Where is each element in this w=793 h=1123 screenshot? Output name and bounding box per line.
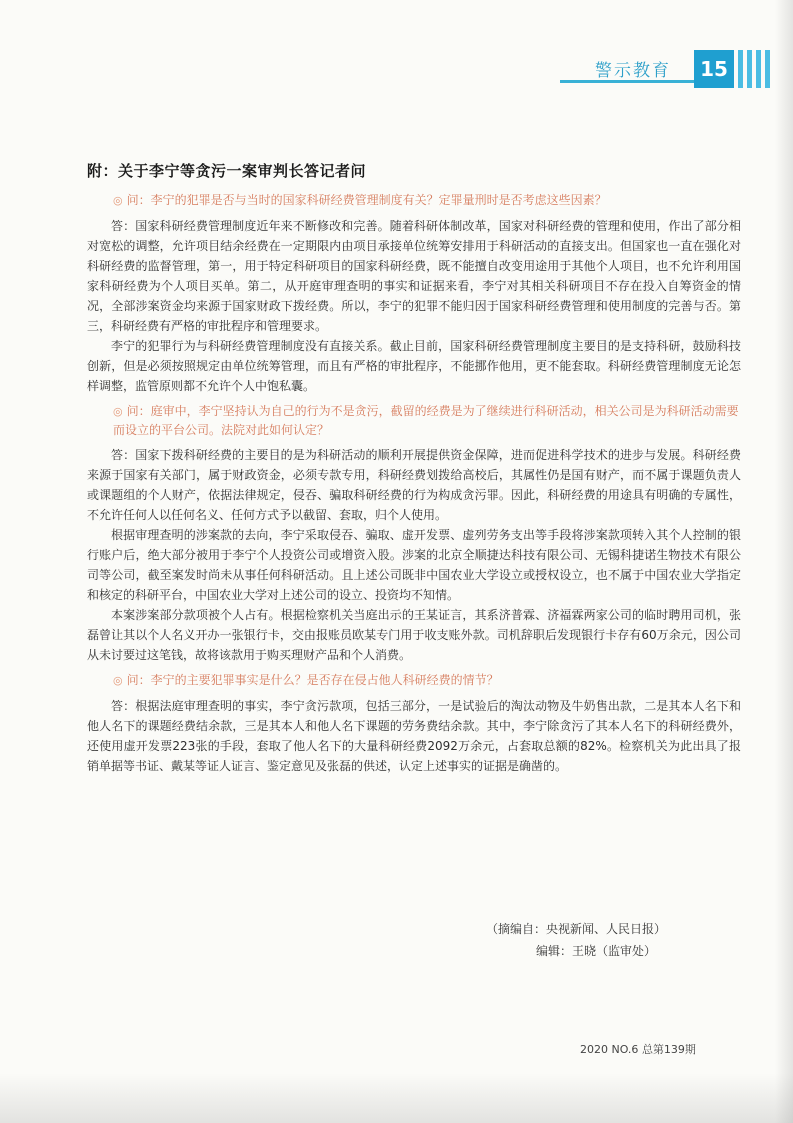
question-3: ◎ 问：李宁的主要犯罪事实是什么？是否存在侵占他人科研经费的情节？ xyxy=(113,673,499,687)
answer-paragraph: 根据审理查明的涉案款的去向，李宁采取侵吞、骗取、虚开发票、虚列劳务支出等手段将涉案款项转入其个人控制的银行账户后，绝大部分被用于李宁个人投资公司或增资入股。涉案的北京全顺捷达科技有限公司、无锡科捷诺生物技术有限公司等公司，截至案发时尚未从事任何科研活动。且上述公司既非中国农业大学设立或授权设立，也不属于中国农业大学指定和核定的科研平台，中国农业大学对上述公司的设立、投资均不知情。 xyxy=(87,528,741,602)
source-excerpt: （摘编自：央视新闻、人民日报） xyxy=(486,922,667,936)
article-body xyxy=(87,160,741,776)
header-stripes xyxy=(738,50,770,88)
question-marker-icon: ◎ xyxy=(113,405,123,418)
question-marker-icon: ◎ xyxy=(113,194,123,207)
question-2: ◎ 问：庭审中，李宁坚持认为自己的行为不是贪污，截留的经费是为了继续进行科研活动，相关公司是为科研活动需要而设立的平台公司。法院对此如何认定？ xyxy=(113,404,739,437)
section-label: 警示教育 xyxy=(595,61,671,81)
issue-number: 2020 NO.6 xyxy=(580,1043,639,1056)
source-editor: 编辑：王晓（监审处） xyxy=(536,944,657,958)
article-title: 附：关于李宁等贪污一案审判长答记者问 xyxy=(87,162,367,180)
answer-paragraph: 李宁的犯罪行为与科研经费管理制度没有直接关系。截止目前，国家科研经费管理制度主要目的是支持科研，鼓励科技创新，但是必须按照规定由单位统筹管理，而且有严格的审批程序，不能挪作他用，更不能套取。科研经费管理制度无论怎样调整，监管原则都不允许个人中饱私囊。 xyxy=(87,339,741,393)
issue-footer xyxy=(580,1041,696,1057)
page-edge-shadow xyxy=(775,0,793,1123)
answer-paragraph: 本案涉案部分款项被个人占有。根据检察机关当庭出示的王某证言，其系济普霖、济福霖两家公司的临时聘用司机，张磊曾让其以个人名义开办一张银行卡，交由报账员欧某专门用于收支账外款。司机辞职后发现银行卡存有60万余元，因公司从未讨要过这笔钱，故将该款用于购买理财产品和个人消费。 xyxy=(87,608,741,662)
answer-paragraph: 答：国家下拨科研经费的主要目的是为科研活动的顺利开展提供资金保障，进而促进科学技术的进步与发展。科研经费来源于国家有关部门，属于财政资金，必须专款专用，科研经费划拨给高校后，其属性仍是国有财产，而不属于课题负责人或课题组的个人财产，依据法律规定，侵吞、骗取科研经费的行为构成贪污罪。因此，科研经费的用途具有明确的专属性，不允许任何人以任何名义、任何方式予以截留、套取，归个人使用。 xyxy=(87,448,741,522)
question-marker-icon: ◎ xyxy=(113,674,123,687)
page-number: 15 xyxy=(694,50,734,88)
answer-paragraph: 答：国家科研经费管理制度近年来不断修改和完善。随着科研体制改革，国家对科研经费的管理和使用，作出了部分相对宽松的调整，允许项目结余经费在一定期限内由项目承接单位统筹安排用于科研活动的直接支出。但国家也一直在强化对科研经费的监督管理，第一，用于特定科研项目的国家科研经费，既不能擅自改变用途用于其他个人项目，也不允许利用国家科研经费为个人项目买单。第二，从开庭审理查明的事实和证据来看，李宁对其相关科研项目不存在投入自筹资金的情况，全部涉案资金均来源于国家财政下拨经费。所以，李宁的犯罪不能归因于国家科研经费管理和使用制度的完善与否。第三，科研经费有严格的审批程序和管理要求。 xyxy=(87,219,741,333)
question-1: ◎ 问：李宁的犯罪是否与当时的国家科研经费管理制度有关？定罪量刑时是否考虑这些因素？ xyxy=(113,193,607,207)
page-bottom-shadow xyxy=(0,1073,793,1123)
source-attribution xyxy=(486,918,726,962)
total-issue: 总第139期 xyxy=(641,1043,696,1056)
answer-paragraph: 答：根据法庭审理查明的事实，李宁贪污款项，包括三部分，一是试验后的淘汰动物及牛奶售出款，二是其本人名下和他人名下的课题经费结余款，三是其本人和他人名下课题的劳务费结余款。其中，李宁除贪污了其本人名下的科研经费外，还使用虚开发票223张的手段，套取了他人名下的大量科研经费2092万余元，占套取总额的82%。检察机关为此出具了报销单据等书证、戴某等证人证言、鉴定意见及张磊的供述，认定上述事实的证据是确凿的。 xyxy=(87,699,741,773)
